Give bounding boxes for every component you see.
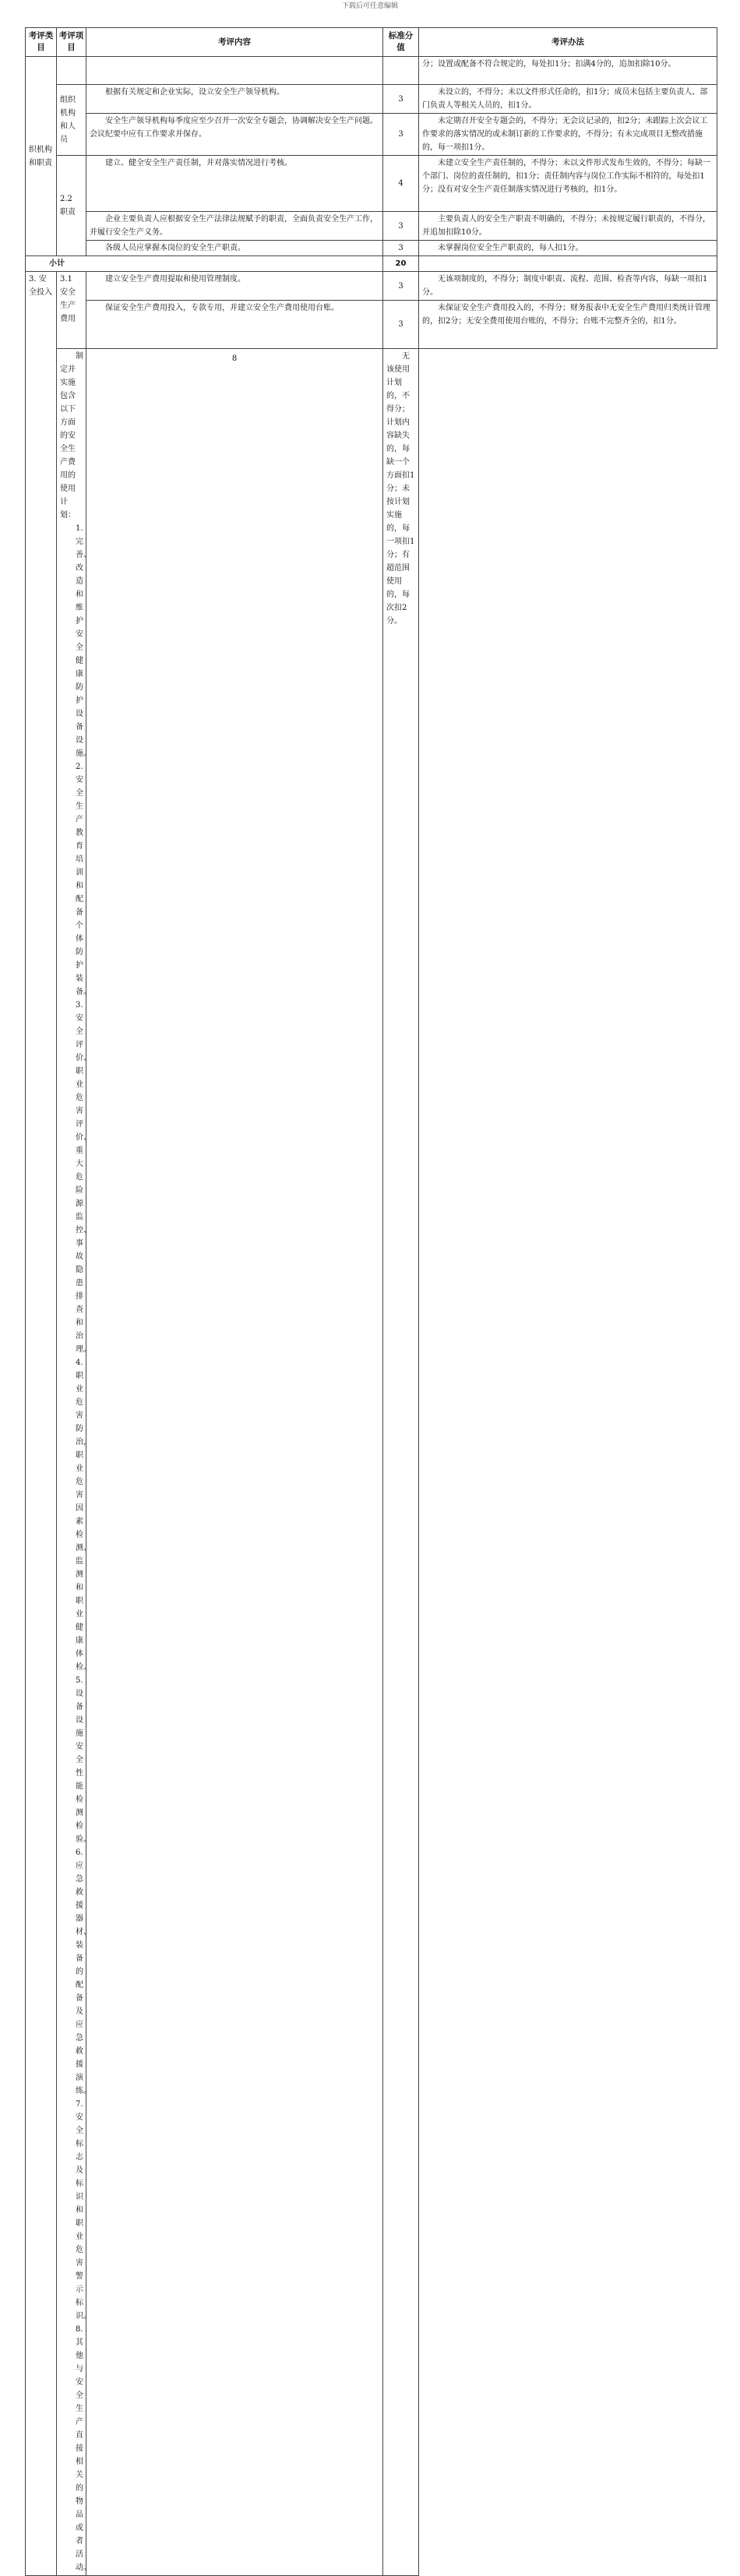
method-cell: 未设立的，不得分；未以文件形式任命的，扣1分；成员未包括主要负责人、部门负责人等相关人员的，扣1分。 bbox=[419, 85, 717, 114]
subtotal-label: 小计 bbox=[26, 256, 383, 272]
score-cell: 4 bbox=[383, 156, 419, 212]
content-cell: 各级人员应掌握本岗位的安全生产职责。 bbox=[86, 241, 383, 256]
header-method: 考评办法 bbox=[419, 28, 717, 57]
table-row bbox=[26, 272, 717, 301]
method-cell: 未保证安全生产费用投入的，不得分；财务报表中无安全生产费用归类统计管理的，扣2分；无安全费用使用台账的，不得分；台账不完整齐全的，扣1分。 bbox=[419, 301, 717, 349]
score-cell bbox=[383, 57, 419, 85]
score-cell: 3 bbox=[383, 114, 419, 156]
header-score: 标准分值 bbox=[383, 28, 419, 57]
score-cell: 3 bbox=[383, 241, 419, 256]
content-cell: 保证安全生产费用投入，专款专用，并建立安全生产费用使用台账。 bbox=[86, 301, 383, 349]
category-org: 织机构和职责 bbox=[26, 57, 57, 256]
plan-item: 7. 安全标志及标识和职业危害警示标识。 bbox=[76, 2100, 91, 2321]
header-item: 考评项目 bbox=[57, 28, 86, 57]
plan-intro: 制定并实施包含以下方面的安全生产费用的使用计划： bbox=[60, 352, 83, 520]
table-row bbox=[26, 85, 717, 114]
subtotal-empty bbox=[419, 256, 717, 272]
score-cell: 3 bbox=[383, 212, 419, 241]
table-row bbox=[26, 156, 717, 212]
item-fee: 3.1 安全生产费用 bbox=[57, 272, 86, 349]
header-content: 考评内容 bbox=[86, 28, 383, 57]
score-cell: 3 bbox=[383, 301, 419, 349]
table-row bbox=[26, 114, 717, 156]
header-row bbox=[26, 28, 717, 57]
method-cell: 无该使用计划的，不得分；计划内容缺失的，每缺一个方面扣1分；未按计划实施的，每一项扣1分；有超范围使用的，每次扣2分。 bbox=[383, 349, 419, 2576]
item-duty: 2.2 职责 bbox=[57, 156, 86, 256]
method-cell: 无该项制度的，不得分；制度中职责、流程、范围、检查等内容，每缺一项扣1分。 bbox=[419, 272, 717, 301]
content-cell: 建立、健全安全生产责任制，并对落实情况进行考核。 bbox=[86, 156, 383, 212]
plan-item: 8. 其他与安全生产直接相关的物品或者活动。 bbox=[76, 2325, 91, 2572]
item-empty bbox=[57, 57, 86, 85]
plan-item: 5. 设备设施安全性能检测检验。 bbox=[76, 1676, 91, 1844]
table-row bbox=[26, 241, 717, 256]
table-row bbox=[26, 212, 717, 241]
plan-item: 2. 安全生产教育培训和配备个体防护装备。 bbox=[76, 763, 91, 996]
content-cell: 建立安全生产费用提取和使用管理制度。 bbox=[86, 272, 383, 301]
category-invest: 3. 安全投入 bbox=[26, 272, 57, 2576]
table-row bbox=[26, 57, 717, 85]
plan-item: 1. 完善、改造和维护安全健康防护设备设施。 bbox=[76, 524, 91, 758]
score-cell: 3 bbox=[383, 85, 419, 114]
score-cell: 8 bbox=[86, 349, 383, 2576]
item-org-staff: 组织机构和人员 bbox=[57, 85, 86, 156]
table-row bbox=[26, 301, 717, 349]
method-cell: 未建立安全生产责任制的，不得分；未以文件形式发布生效的，不得分；每缺一个部门、岗位的责任制的，扣1分；责任制内容与岗位工作实际不相符的，每处扣1分；没有对安全生产责任制落实情况进行考核的，扣1分。 bbox=[419, 156, 717, 212]
content-cell bbox=[86, 57, 383, 85]
method-cell: 未掌握岗位安全生产职责的，每人扣1分。 bbox=[419, 241, 717, 256]
plan-item: 6. 应急救援器材、装备的配备及应急救援演练。 bbox=[76, 1848, 91, 2095]
content-cell: 安全生产领导机构每季度应至少召开一次安全专题会，协调解决安全生产问题。会议纪要中应有工作要求并保存。 bbox=[86, 114, 383, 156]
method-cell: 主要负责人的安全生产职责不明确的，不得分；未按规定履行职责的，不得分，并追加扣除10分。 bbox=[419, 212, 717, 241]
subtotal-row bbox=[26, 256, 717, 272]
method-cell: 分；设置或配备不符合规定的，每处扣1分；扣满4分的，追加扣除10分。 bbox=[419, 57, 717, 85]
subtotal-score: 20 bbox=[383, 256, 419, 272]
method-cell: 未定期召开安全专题会的，不得分；无会议记录的，扣2分；未跟踪上次会议工作要求的落实情况的或未制订新的工作要求的，不得分；有未完成项目无整改措施的，每一项扣1分。 bbox=[419, 114, 717, 156]
content-cell: 企业主要负责人应根据安全生产法律法规赋予的职责，全面负责安全生产工作，并履行安全生产义务。 bbox=[86, 212, 383, 241]
header-category: 考评类目 bbox=[26, 28, 57, 57]
evaluation-table bbox=[25, 27, 717, 2576]
score-cell: 3 bbox=[383, 272, 419, 301]
plan-item: 3. 安全评价、职业危害评价、重大危险源监控、事故隐患排查和治理。 bbox=[76, 1001, 91, 1354]
content-cell-plan bbox=[57, 349, 91, 2576]
table-row bbox=[26, 349, 717, 2576]
content-cell: 根据有关规定和企业实际，设立安全生产领导机构。 bbox=[86, 85, 383, 114]
plan-item: 4. 职业危害防治，职业危害因素检测、监测和职业健康体检。 bbox=[76, 1358, 91, 1672]
watermark: 下载后可任意编辑 bbox=[341, 2, 398, 10]
